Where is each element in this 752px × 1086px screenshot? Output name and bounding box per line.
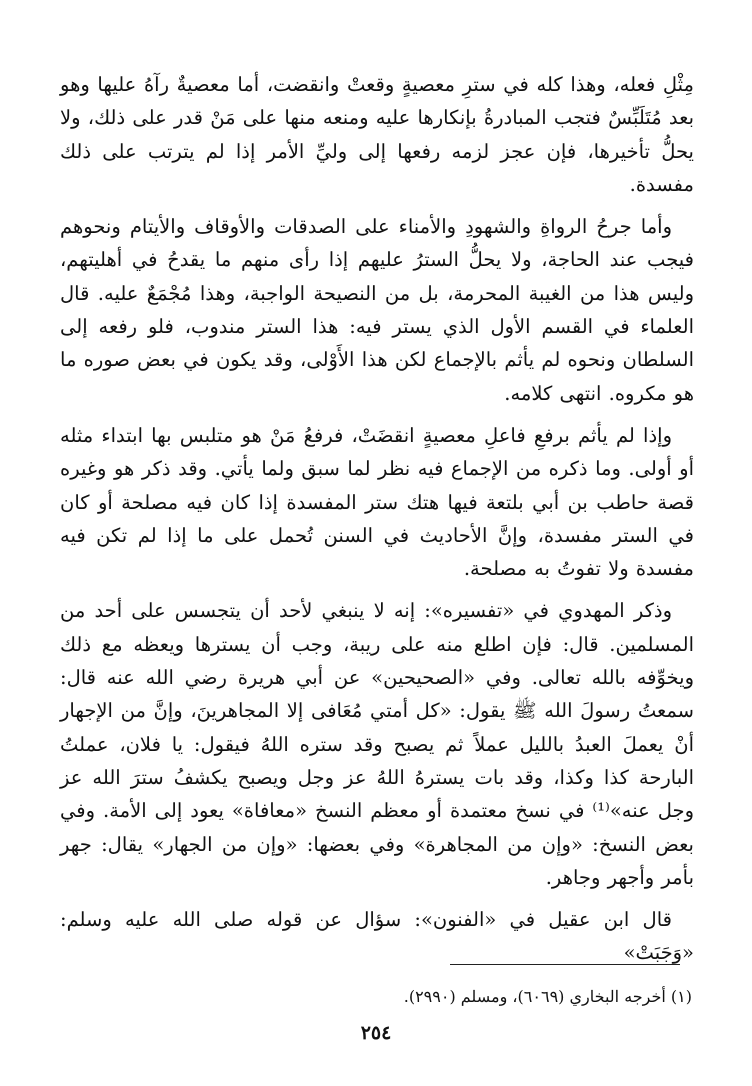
paragraph: وإذا لم يأثم برفعِ فاعلِ معصيةٍ انقضَتْ، فرفعُ مَنْ هو متلبس بها ابتداء مثله أو أولى. وما ذكره من الإجماع فيه نظر لما سبق ولما يأتي. وقد ذكر هو وغيره قصة حاطب بن أبي بلتعة فيها هتك ستر المفسدة إذا كان فيه مصلحة أو كان في الستر مفسدة، وإنَّ الأحاديث في السنن تُحمل على ما إذا لم تكن فيه مفسدة ولا تفوتُ به مصلحة. <box>60 423 694 581</box>
footnote: (١) أخرجه البخاري (٦٠٦٩)، ومسلم (٢٩٩٠). <box>403 987 692 1006</box>
paragraph: مِثْلِ فعله، وهذا كله في سترِ معصيةٍ وقعتْ وانقضت، أما معصيةٌ رآهُ عليها وهو بعد مُتَلَبِّسٌ فتجب المبادرةُ بإنكارها عليه ومنعه منها على مَنْ قدر على ذلك، ولا يحلُّ تأخيرها، فإن عجز لزمه رفعها إلى وليِّ الأمر إذا لم يترتب على ذلك مفسدة. <box>60 73 694 196</box>
paragraph: وذكر المهدوي في «تفسيره»: إنه لا ينبغي لأحد أن يتجسس على أحد من المسلمين. قال: فإن اطلع منه على ريبة، وجب أن يسترها ويعظه مع ذلك ويخوِّفه بالله تعالى. وفي «الصحيحين» عن أبي هريرة رضي الله عنه قال: سمعتُ رسولَ الله ﷺ يقول: «كل أمتي مُعَافى إلا المجاهرينَ، وإنَّ من الإجهار أنْ يعملَ العبدُ بالليل عملاً ثم يصبح وقد ستره اللهُ فيقول: يا فلان، عملتُ البارحة كذا وكذا، وقد بات يسترهُ اللهُ عز وجل ويصبح يكشفُ سترَ الله عز وجل عنه»⁽¹⁾ في نسخ معتمدة أو معظم النسخ «معافاة» يعود إلى الأمة. وفي بعض النسخ: «وإن من المجاهرة» وفي بعضها: «وإن من الجهار» يقال: جهر بأمر وأجهر وجاهر. <box>60 599 694 889</box>
paragraph: وأما جرحُ الرواةِ والشهودِ والأمناء على الصدقات والأوقاف والأيتام ونحوهم فيجب عند الحاجة، ولا يحلُّ السترُ عليهم إذا رأى منهم ما يقدحُ في أهليتهم، وليس هذا من الغيبة المحرمة، بل من النصيحة الواجبة، وهذا مُجْمَعٌ عليه. قال العلماء في القسم الأول الذي يستر فيه: هذا الستر مندوب، فلو رفعه إلى السلطان ونحوه لم يأثم بالإجماع لكن هذا الأَوْلى، وقد يكون في بعض صوره ما هو مكروه. انتهى كلامه. <box>60 215 694 405</box>
footnote-divider <box>450 964 680 965</box>
paragraph: قال ابن عقيل في «الفنون»: سؤال عن قوله صلى الله عليه وسلم: «وَجَبَتْ» <box>60 908 694 965</box>
page-number: ٢٥٤ <box>360 1022 392 1044</box>
main-text <box>60 68 694 979</box>
